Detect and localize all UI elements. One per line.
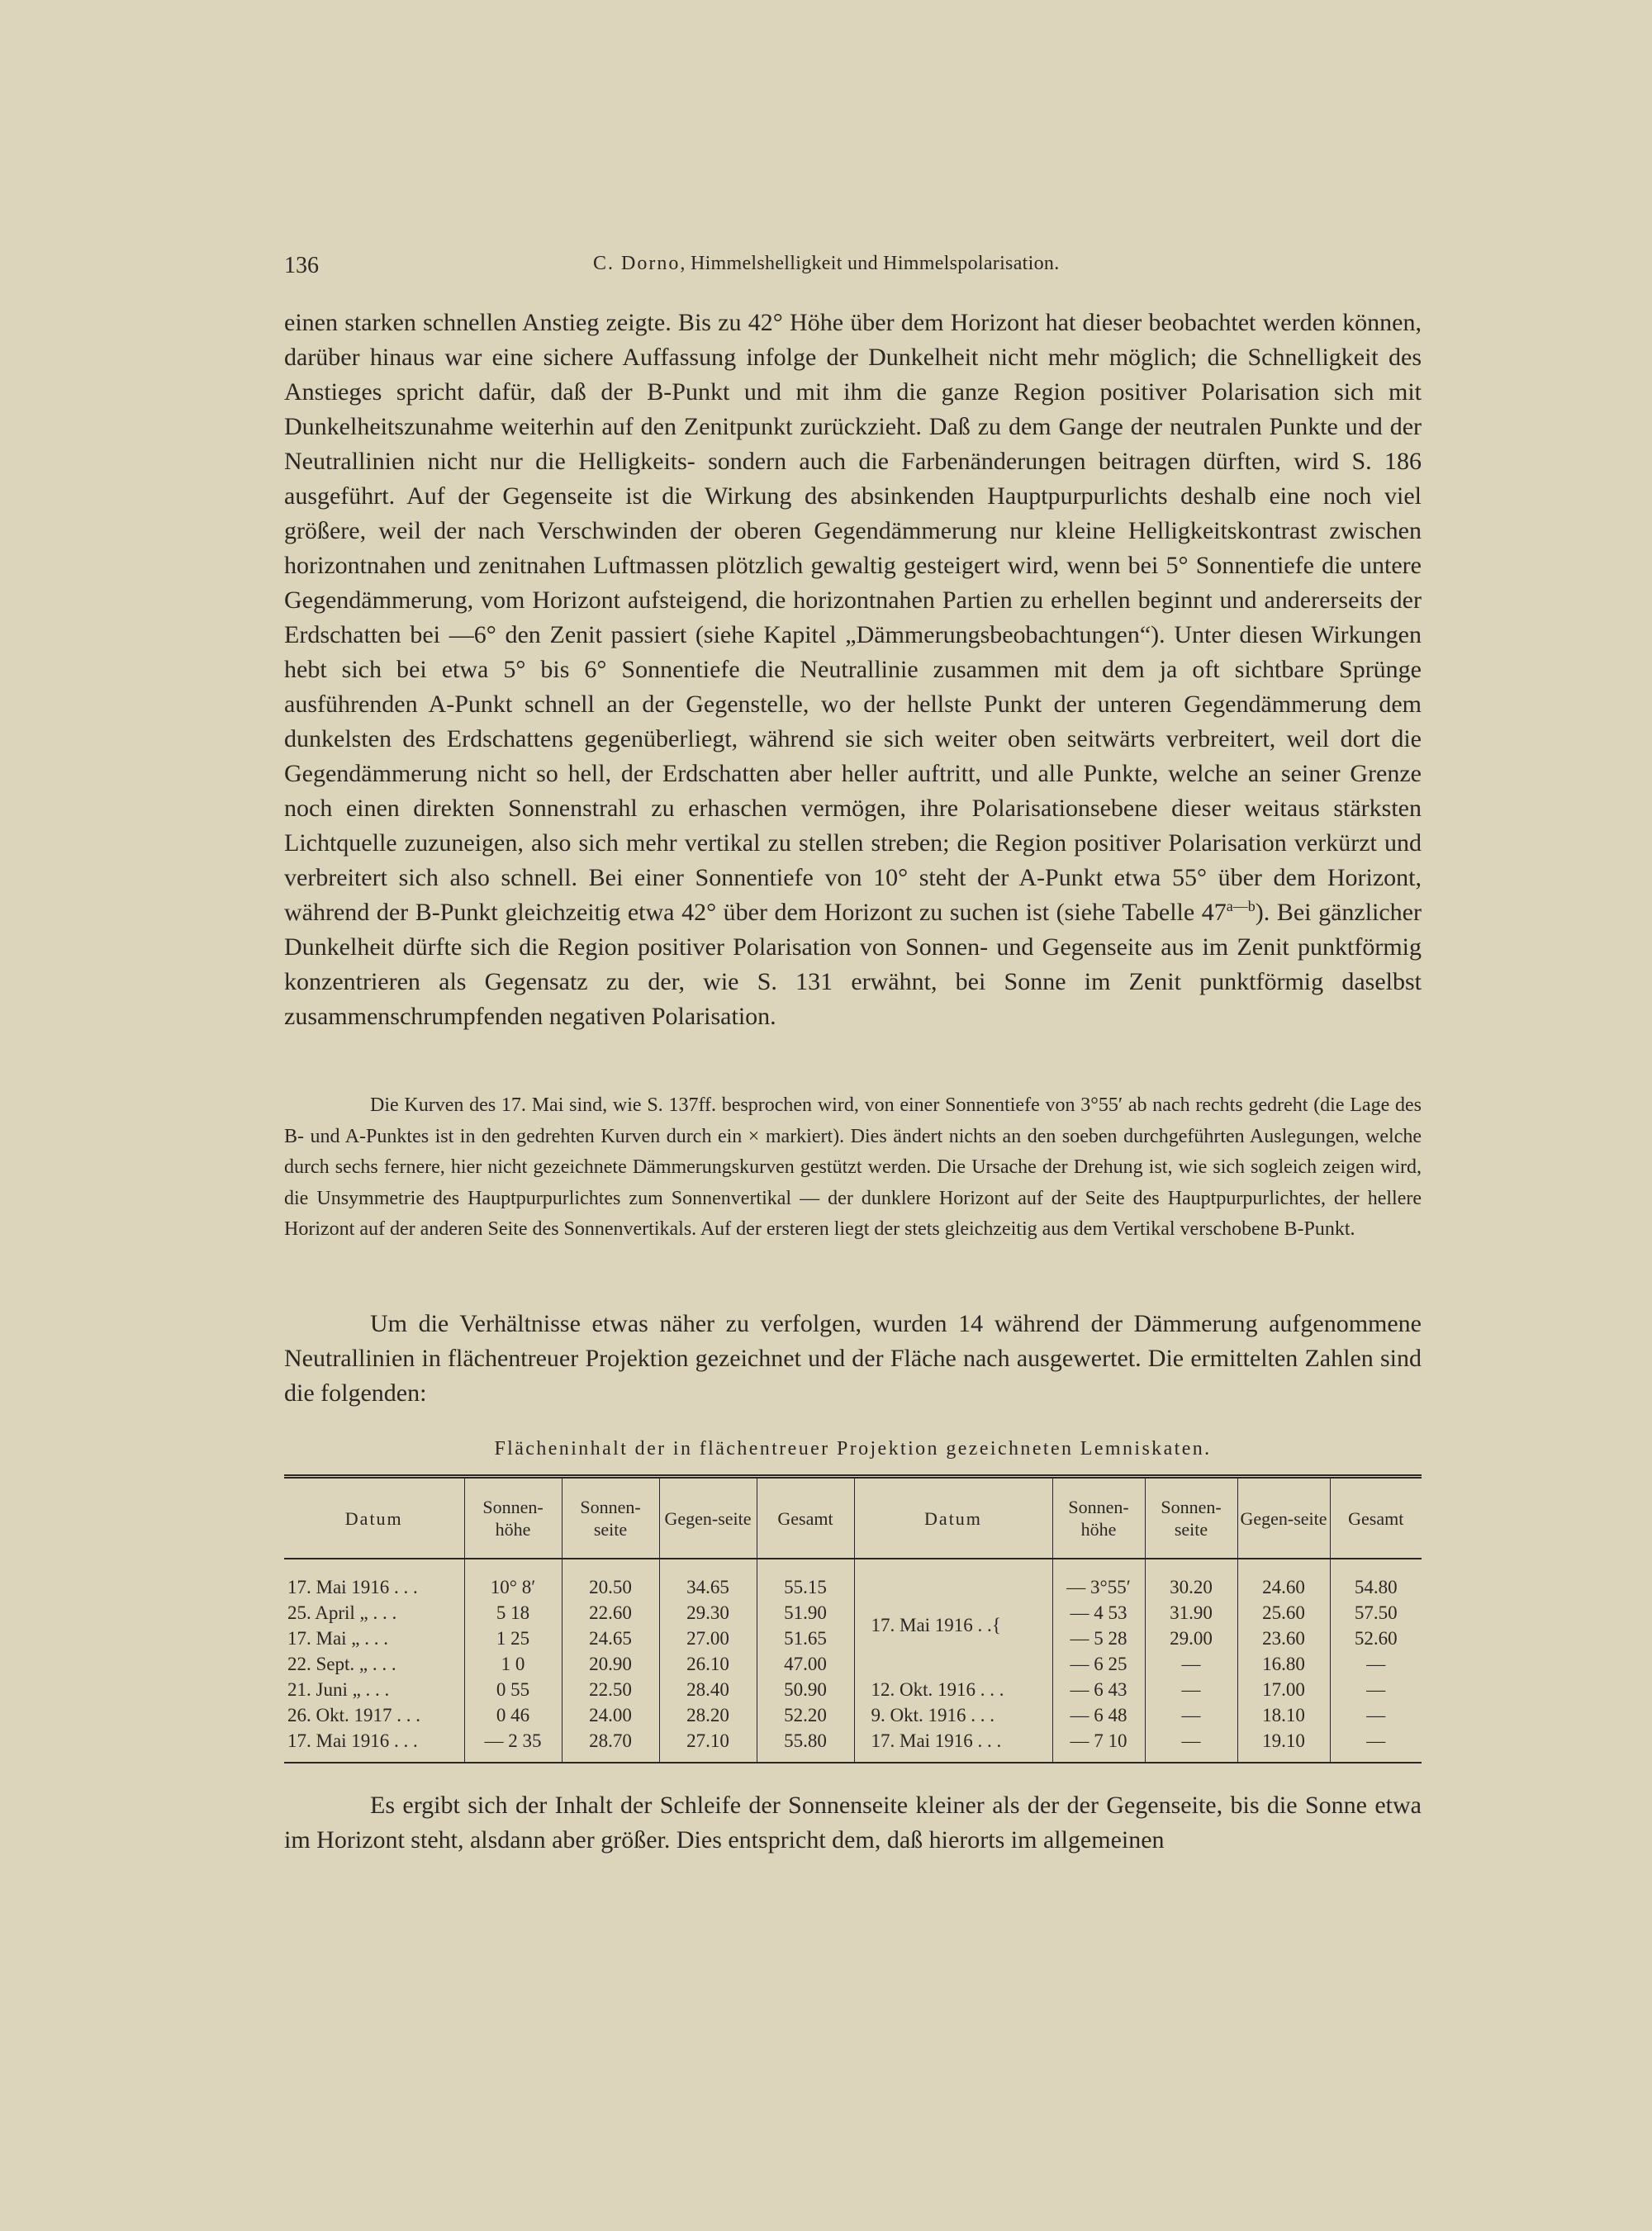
table-row: 17. Mai 1916 . . . — 2 35 28.70 27.10 55.80 17. Mai 1916 . . . — 7 10 — 19.10 — xyxy=(284,1728,1422,1763)
data-table xyxy=(284,1474,1422,1763)
table-row: 25. April „ . . . 5 18 22.60 29.30 51.90 — 4 53 31.90 25.60 57.50 xyxy=(284,1600,1422,1626)
book-title: , Himmelshelligkeit und Himmelspolarisation. xyxy=(680,253,1060,274)
brace-symbol: { xyxy=(991,1615,1001,1635)
small-print-paragraph: Die Kurven des 17. Mai sind, wie S. 137ff. besprochen wird, von einer Sonnentiefe von 3°55′ ab nach rechts gedreht (die Lage des B- und A-Punktes ist in den gedrehten Kurven durch ein × markiert). Dies ändert nichts an den soeben durchgeführten Auslegungen, welche durch sechs fernere, hier nicht gezeichnete Dämmerungskurven gestützt werden. Die Ursache der Drehung ist, wie sich sogleich zeigen wird, die Unsymmetrie des Hauptpurpurlichtes zum Sonnenvertikal — der dunklere Horizont auf der Seite des Hauptpurpurlichtes, der hellere Horizont auf der anderen Seite des Sonnenvertikals. Auf der ersteren liegt der stets gleichzeitig aus dem Vertikal verschobene B-Punkt. xyxy=(284,1094,1422,1240)
table-row: 26. Okt. 1917 . . . 0 46 24.00 28.20 52.20 9. Okt. 1916 . . . — 6 48 — 18.10 — xyxy=(284,1702,1422,1728)
column-header: Gesamt xyxy=(757,1477,854,1559)
column-header: Gesamt xyxy=(1330,1477,1422,1559)
page-number: 136 xyxy=(284,253,319,278)
column-header: Datum xyxy=(284,1477,464,1559)
table-row: 17. Mai 1916 . . . 10° 8′ 20.50 34.65 55.15 17. Mai 1916 . .{ — 3°55′ 30.20 24.60 54.80 xyxy=(284,1559,1422,1600)
paragraph-2: Um die Verhältnisse etwas näher zu verfolgen, wurden 14 während der Dämmerung aufgenommene Neutrallinien in flächentreuer Projektion gezeichnet und der Fläche nach ausgewertet. Die ermittelten Zahlen sind die folgenden: xyxy=(284,1310,1422,1407)
superscript: a—b xyxy=(1226,898,1256,914)
column-header: Gegen-seite xyxy=(659,1477,757,1559)
table-row: 21. Juni „ . . . 0 55 22.50 28.40 50.90 12. Okt. 1916 . . . — 6 43 — 17.00 — xyxy=(284,1677,1422,1702)
table-header-row xyxy=(284,1477,1422,1559)
paragraph-1: einen starken schnellen Anstieg zeigte. Bis zu 42° Höhe über dem Horizont hat dieser beobachtet werden können, darüber hinaus war eine sichere Auffassung infolge der Dunkelheit nicht mehr möglich; die Schnelligkeit des Anstieges spricht dafür, daß der B-Punkt und mit ihm die ganze Region positiver Polarisation sich mit Dunkelheitszunahme weiterhin auf den Zenitpunkt zurückzieht. Daß zu dem Gange der neutralen Punkte und der Neutrallinien nicht nur die Helligkeits- sondern auch die Farbenänderungen beitragen dürften, wird S. 186 ausgeführt. Auf der Gegenseite ist die Wirkung des absinkenden Hauptpurpurlichts deshalb eine noch viel größere, weil der nach Verschwinden der oberen Gegendämmerung nur kleine Helligkeitskontrast zwischen horizontnahen und zenitnahen Luftmassen plötzlich gewaltig gesteigert wird, wenn bei 5° Sonnentiefe die untere Gegendämmerung, vom Horizont aufsteigend, die horizontnahen Partien zu erhellen beginnt und andererseits der Erdschatten bei —6° den Zenit passiert (siehe Kapitel „Dämmerungsbeobachtungen“). Unter diesen Wirkungen hebt sich bei etwa 5° bis 6° Sonnentiefe die Neutrallinie zusammen mit dem ja oft sichtbare Sprünge ausführenden A-Punkt schnell an der Gegenstelle, wo der hellste Punkt der unteren Gegendämmerung dem dunkelsten des Erdschattens gegenüberliegt, während sie sich weiter oben seitwärts verbreitert, weil dort die Gegendämmerung nicht so hell, der Erdschatten aber heller auftritt, und alle Punkte, welche an seiner Grenze noch einen direkten Sonnenstrahl zu erhaschen vermögen, ihre Polarisationsebene dieser weitaus stärksten Lichtquelle zuzuneigen, also sich mehr vertikal zu stellen streben; die Region positiver Polarisation verkürzt und verbreitert sich also schnell. Bei einer Sonnentiefe von 10° steht der A-Punkt etwa 55° über dem Horizont, während der B-Punkt gleichzeitig etwa 42° über dem Horizont zu suchen ist (siehe Tabelle $47^{a—b}$). Bei gänzlicher Dunkelheit dürfte sich die Region positiver Polarisation von Sonnen- und Gegenseite aus im Zenit punktförmig konzentrieren als Gegensatz zu der, wie S. 131 erwähnt, bei Sonne im Zenit punktförmig daselbst zusammenschrumpfenden negativen Polarisation. xyxy=(284,309,1422,1030)
column-header: Sonnen-höhe xyxy=(464,1477,562,1559)
author-name: C. Dorno xyxy=(593,253,681,274)
table-caption: Flächeninhalt der in flächentreuer Projektion gezeichneten Lemniskaten. xyxy=(494,1438,1212,1460)
table-row: 22. Sept. „ . . . 1 0 20.90 26.10 47.00 — 6 25 — 16.80 — xyxy=(284,1651,1422,1677)
column-header: Gegen-seite xyxy=(1237,1477,1330,1559)
column-header: Sonnen-seite xyxy=(1145,1477,1237,1559)
running-title xyxy=(593,253,1060,275)
table-row: 17. Mai „ . . . 1 25 24.65 27.00 51.65 — 5 28 29.00 23.60 52.60 xyxy=(284,1626,1422,1651)
column-header: Sonnen-seite xyxy=(562,1477,659,1559)
column-header: Datum xyxy=(854,1477,1052,1559)
column-header: Sonnen-höhe xyxy=(1052,1477,1145,1559)
grouped-date-cell: 17. Mai 1916 . .{ xyxy=(854,1559,1052,1677)
paragraph-3: Es ergibt sich der Inhalt der Schleife der Sonnenseite kleiner als der der Gegenseite, bis die Sonne etwa im Horizont steht, alsdann aber größer. Dies entspricht dem, daß hierorts im allgemeinen xyxy=(284,1792,1422,1854)
